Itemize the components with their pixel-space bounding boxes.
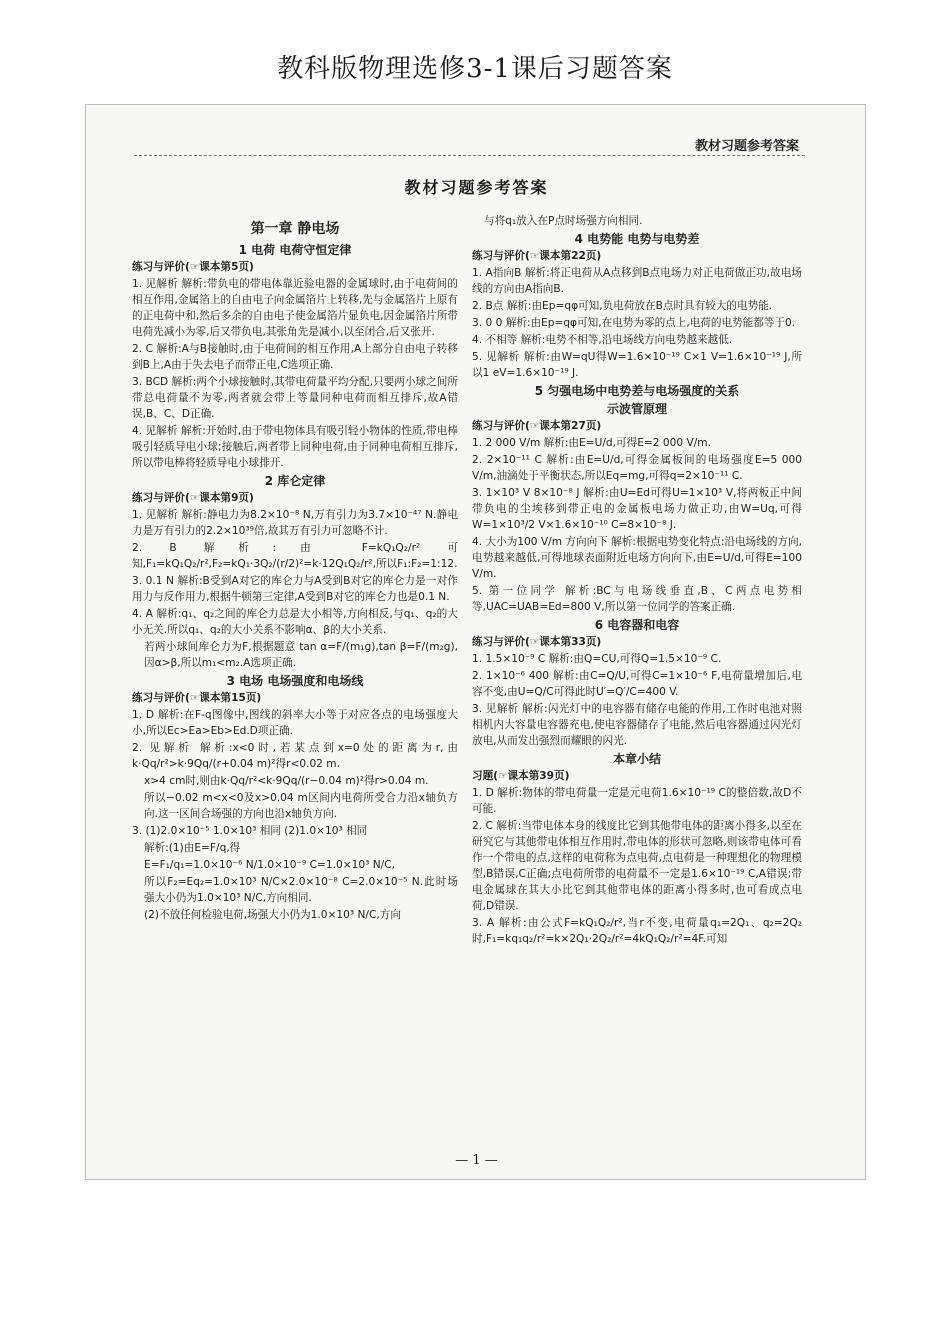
answer-item: 1. 见解析 解析:带负电的带电体靠近验电器的金属球时,由于电荷间的相互作用,金属箔上的自由电子向金属箔片上转移,先与金属箔片上原有的正电荷中和,然后多余的自由电子使金属箔片显负电,因金属箔片所带电荷先减小为零,后又带负电,其张角先是减小,以至闭合,后又张开. xyxy=(132,278,458,338)
answer-item: 5. 见解析 解析:由W=qU得W=1.6×10⁻¹⁹ C×1 V=1.6×10⁻¹⁹ J,所以1 eV=1.6×10⁻¹⁹ J. xyxy=(472,351,802,379)
answer-item: 所以−0.02 m<x<0及x>0.04 m区间内电荷所受合力沿x轴负方向.这一区间合场强的方向也沿x轴负方向. xyxy=(144,792,458,820)
answer-item: 2. C 解析:当带电体本身的线度比它到其他带电体的距离小得多,以至在研究它与其他带电体相互作用时,带电体的形状可忽略,则该带电体可看作一个带电的点,这样的电荷称为点电荷,点电荷是一种理想化的物理模型,B错误,C正确;点电荷所带的电荷量不一定是1.6×10⁻¹⁹ C,A错误;带电金属球在其大小比它到其他带电体的距离小得多时,也可看成点电荷,D错误. xyxy=(472,820,802,912)
answer-item: 2. 2×10⁻¹¹ C 解析:由E=U/d,可得金属板间的电场强度E=5 000 V/m,油滴处于平衡状态,所以Eq=mg,可得q=2×10⁻¹¹ C. xyxy=(472,454,802,482)
running-head: 教材习题参考答案 xyxy=(694,139,799,154)
answer-item: 4. 不相等 解析:电势不相等,沿电场线方向电势越来越低. xyxy=(472,334,733,346)
answer-item: 1. A指向B 解析:将正电荷从A点移到B点电场力对正电荷做正功,故电场线的方向由A指向B. xyxy=(472,267,802,295)
section-heading: 4 电势能 电势与电势差 xyxy=(574,232,700,246)
answer-item: 2. B 解析:由 F=kQ₁Q₂/r² 可知,F₁=kQ₁Q₂/r²,F₂=kQ₁·3Q₂/(r/2)²=k·12Q₁Q₂/r²,所以F₁:F₂=1:12. xyxy=(132,542,458,570)
answer-item: x>4 cm时,则由k·Qq/r²<k·9Qq/(r−0.04 m)²得r>0.04 m. xyxy=(144,775,429,787)
answer-item: 5. 第一位同学 解析:BC与电场线垂直,B、C两点电势相等,UAC=UAB=Ed=800 V,所以第一位同学的答案正确. xyxy=(472,585,802,613)
answer-item: 1. 见解析 解析:静电力为8.2×10⁻⁸ N,万有引力为3.7×10⁻⁴⁷ N.静电力是万有引力的2.2×10³⁹倍,故其万有引力可忽略不计. xyxy=(132,509,458,537)
section-heading: 3 电场 电场强度和电场线 xyxy=(226,674,364,688)
answer-item: 1. 2 000 V/m 解析:由E=U/d,可得E=2 000 V/m. xyxy=(472,437,711,449)
section-heading: 1 电荷 电荷守恒定律 xyxy=(238,243,352,257)
left-column xyxy=(132,213,458,924)
answer-item: 3. 见解析 解析:闪光灯中的电容器有储存电能的作用,工作时电池对照相机内大容量电容器充电,使电容器储存了电能,然后电容器通过闪光灯放电,从而发出强烈而耀眼的闪光. xyxy=(472,703,802,747)
section-heading: 本章小结 xyxy=(612,752,661,766)
answer-item: 4. 大小为100 V/m 方向向下 解析:根据电势变化特点:沿电场线的方向,电势越来越低,可得地球表面附近电场方向向下,由E=U/d,可得E=100 V/m. xyxy=(472,536,802,580)
answer-item: 3. (1)2.0×10⁻⁵ 1.0×10³ 相同 (2)1.0×10³ 相同 xyxy=(132,825,368,837)
answer-item: 若两小球间库仑力为F,根据题意 tan α=F/(m₁g),tan β=F/(m₂g),因α>β,所以m₁<m₂.A选项正确. xyxy=(144,641,458,669)
page-number: — 1 — xyxy=(455,1153,498,1168)
answer-item: 4. 见解析 解析:开始时,由于带电物体具有吸引轻小物体的性质,带电棒吸引轻质导电小球;接触后,两者带上同种电荷,由于同种电荷相互排斥,所以带电棒将轻质导电小球排开. xyxy=(132,425,458,469)
section-heading: 6 电容器和电容 xyxy=(594,618,680,632)
practice-heading: 练习与评价(☞课本第9页) xyxy=(132,492,254,504)
practice-heading: 练习与评价(☞课本第5页) xyxy=(132,261,254,273)
answer-item: 2. 1×10⁻⁶ 400 解析:由C=Q/U,可得C=1×10⁻⁶ F,电荷量增加后,电容不变,由U=Q/C可得此时U′=Q′/C=400 V. xyxy=(472,670,802,698)
answer-item: 3. A 解析:由公式F=kQ₁Q₂/r²,当r不变,电荷量q₁=2Q₁、q₂=2Q₂时,F₁=kq₁q₂/r²=k×2Q₁·2Q₂/r²=4kQ₁Q₂/r²=4F.可知 xyxy=(472,917,802,945)
answer-item: 与将q₁放入在P点时场强方向相同. xyxy=(484,215,643,227)
answer-item: 1. D 解析:在F-q图像中,图线的斜率大小等于对应各点的电场强度大小,所以Ec>Ea>Eb>Ed.D项正确. xyxy=(132,709,458,737)
practice-heading: 练习与评价(☞课本第15页) xyxy=(132,692,262,704)
answer-item: 2. 见解析 解析:x<0时,若某点到x=0处的距离为r,由k·Qq/r²>k·9Qq/(r+0.04 m)²得r<0.02 m. xyxy=(132,742,458,770)
answer-item: 4. A 解析:q₁、q₂之间的库仑力总是大小相等,方向相反,与q₁、q₂的大小无关.所以q₁、q₂的大小关系不影响α、β的大小关系. xyxy=(132,608,458,636)
document-title: 教科版物理选修3-1课后习题答案 xyxy=(277,54,673,84)
answer-item: 1. 1.5×10⁻⁹ C 解析:由Q=CU,可得Q=1.5×10⁻⁹ C. xyxy=(472,653,722,665)
answer-item: 3. BCD 解析:两个小球接触时,其带电荷量平均分配,只要两小球之间所带总电荷量不为零,两者就会带上等量同种电荷而相互排斥,故A错误,B、C、D正确. xyxy=(132,376,458,420)
scanned-page xyxy=(85,104,866,1180)
answer-item: 3. 0.1 N 解析:B受到A对它的库仑力与A受到B对它的库仑力是一对作用力与反作用力,根据牛顿第三定律,A受到B对它的库仑力也是0.1 N. xyxy=(132,575,458,603)
practice-heading: 习题(☞课本第39页) xyxy=(472,770,570,782)
practice-heading: 练习与评价(☞课本第22页) xyxy=(472,250,602,262)
answer-item: (2)不放任何检验电荷,场强大小仍为1.0×10³ N/C,方向 xyxy=(144,909,401,921)
right-column xyxy=(472,213,802,948)
answer-title: 教材习题参考答案 xyxy=(404,178,549,197)
answer-item: 1. D 解析:物体的带电荷量一定是元电荷1.6×10⁻¹⁹ C的整倍数,故D不可能. xyxy=(472,787,802,815)
answer-item: 解析:(1)由E=F/q,得 xyxy=(144,842,241,854)
section-heading: 5 匀强电场中电势差与电场强度的关系 xyxy=(534,384,740,398)
practice-heading: 练习与评价(☞课本第33页) xyxy=(472,636,602,648)
answer-item: 3. 0 0 解析:由Ep=qφ可知,在电势为零的点上,电荷的电势能都等于0. xyxy=(472,317,796,329)
answer-item: 2. C 解析:A与B接触时,由于电荷间的相互作用,A上部分自由电子转移到B上,A由于失去电子而带正电,C选项正确. xyxy=(132,343,458,371)
practice-heading: 练习与评价(☞课本第27页) xyxy=(472,420,602,432)
chapter-heading: 第一章 静电场 xyxy=(250,221,340,237)
section-subheading: 示波管原理 xyxy=(606,402,667,416)
answer-item: E=F₁/q₁=1.0×10⁻⁶ N/1.0×10⁻⁹ C=1.0×10³ N/C, xyxy=(144,859,395,871)
answer-item: 2. B点 解析:由Ep=qφ可知,负电荷放在B点时具有较大的电势能. xyxy=(472,300,773,312)
header-divider xyxy=(134,155,805,156)
answer-item: 所以F₂=Eq₂=1.0×10³ N/C×2.0×10⁻⁸ C=2.0×10⁻⁵ N.此时场强大小仍为1.0×10³ N/C,方向相同. xyxy=(144,876,458,904)
section-heading: 2 库仑定律 xyxy=(264,474,326,488)
answer-item: 3. 1×10³ V 8×10⁻⁸ J 解析:由U=Ed可得U=1×10³ V,将两板正中间带负电的尘埃移到带正电的金属板电场力做正功,由W=Uq,可得W=1×10³/2 V×1.6×10⁻¹⁰ C=8×10⁻⁸ J. xyxy=(472,487,802,531)
